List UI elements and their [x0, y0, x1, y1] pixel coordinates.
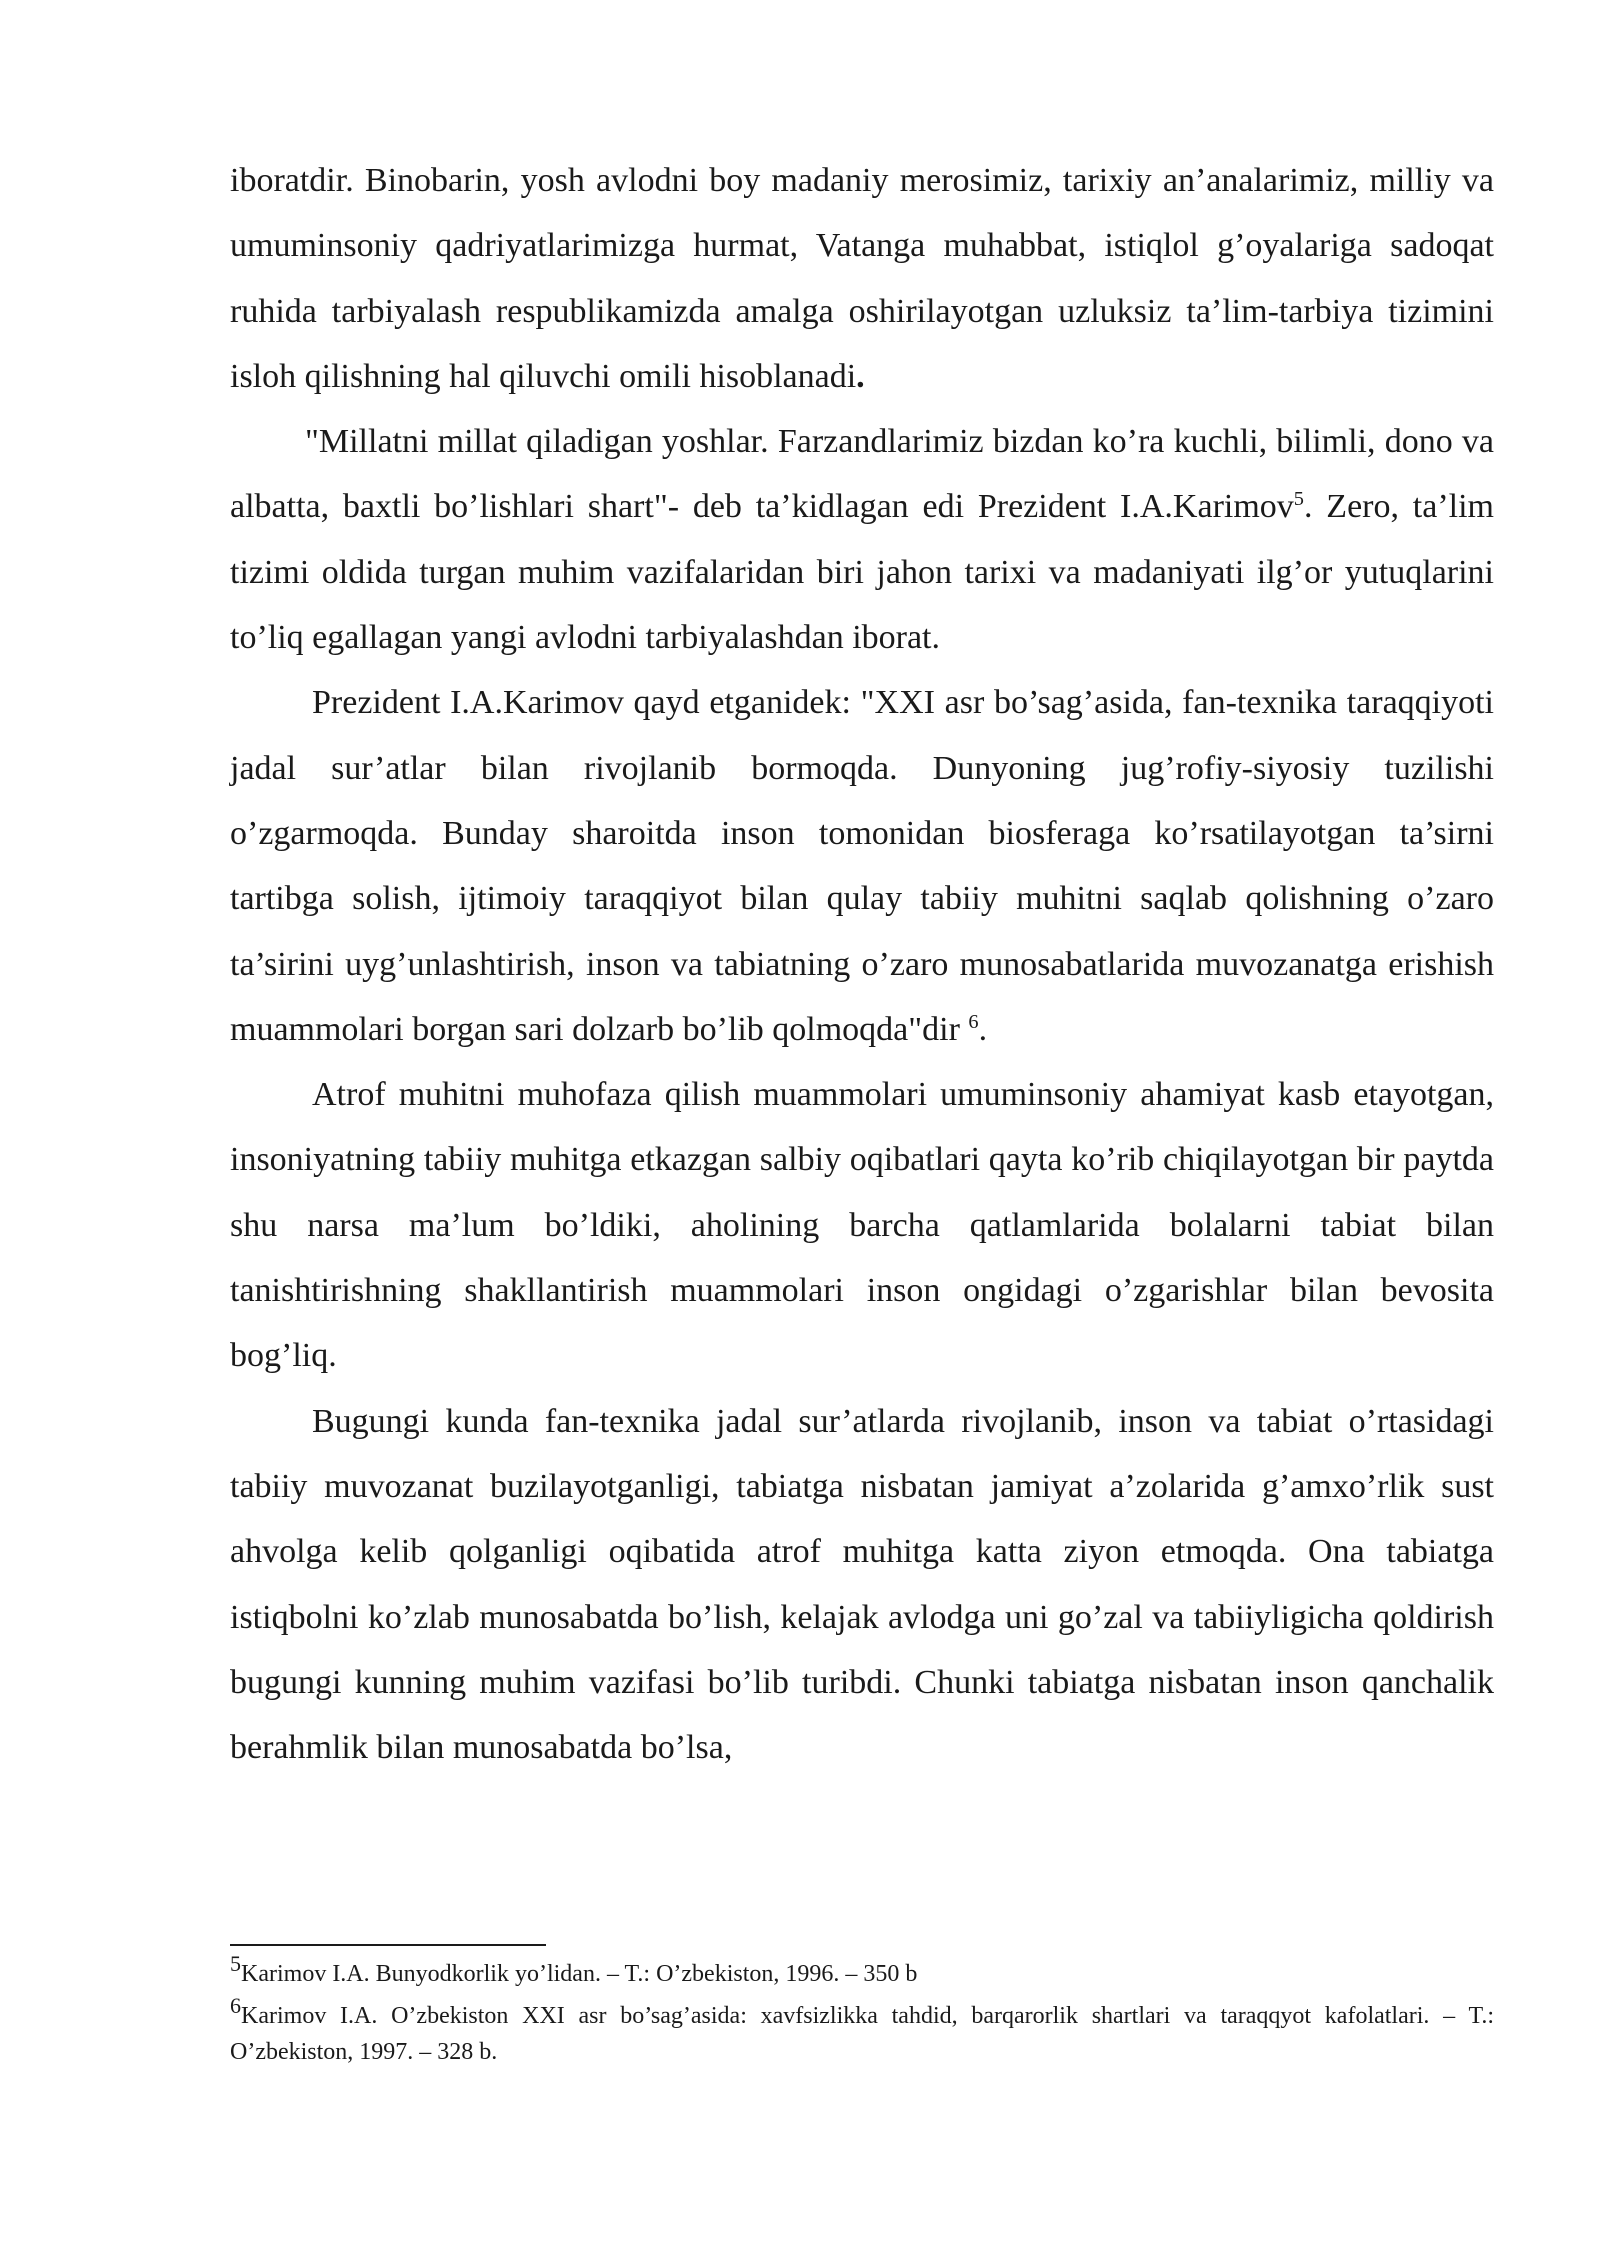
paragraph-5-text: Bugungi kunda fan-texnika jadal sur’atlarda rivojlanib, inson va tabiat o’rtasidagi tabiiy muvozanat buzilayotganligi, tabiatga nisbatan jamiyat a’zolarida g’amxo’rlik sust ahvolga kelib qolganligi oqibatida atrof muhitga katta ziyon etmoqda. Ona tabiatga istiqbolni ko’zlab munosabatda bo’lish, kelajak avlodga uni go’zal va tabiiyligicha qoldirish bugungi kunning muhim vazifasi bo’lib turibdi. Chunki tabiatga nisbatan inson qanchalik berahmlik bilan munosabatda bo’lsa,	[230, 1402, 1494, 1767]
paragraph-1-end: .	[856, 357, 865, 395]
footnote-5	[230, 1951, 1494, 1992]
footnote-5-mark: 5	[230, 1951, 241, 1976]
footnote-ref-6[interactable]: 6	[968, 1010, 979, 1033]
paragraph-3-text: Prezident I.A.Karimov qayd etganidek: "XXI asr bo’sag’asida, fan-texnika taraqqiyoti jadal sur’atlar bilan rivojlanib bormoqda. Dunyoning jug’rofiy-siyosiy tuzilishi o’zgarmoqda. Bunday sharoitda inson tomonidan biosferaga ko’rsatilayotgan ta’sirni tartibga solish, ijtimoiy taraqqiyot bilan qulay tabiiy muhitni saqlab qolishning o’zaro ta’sirini uyg’unlashtirish, inson va tabiatning o’zaro munosabatlarida muvozanatga erishish muammolari borgan sari dolzarb bo’lib qolmoqda"dir	[230, 684, 1494, 1048]
paragraph-5	[230, 1389, 1494, 1781]
page-body	[230, 148, 1494, 1780]
footnote-6-text: Karimov I.A. O’zbekiston XXI asr bo’sag’asida: xavfsizlikka tahdid, barqarorlik shartlari va taraqqyot kafolatlari. – T.: O’zbekiston, 1997. – 328 b.	[230, 2003, 1494, 2065]
footnote-6	[230, 1993, 1494, 2070]
paragraph-4-text: Atrof muhitni muhofaza qilish muammolari umuminsoniy ahamiyat kasb etayotgan, insoniyatning tabiiy muhitga etkazgan salbiy oqibatlari qayta ko’rib chiqilayotgan bir paytda shu narsa ma’lum bo’ldiki, aholining barcha qatlamlarida bolalarni tabiat bilan tanishtirishning shakllantirish muammolari inson ongidagi o’zgarishlar bilan bevosita bog’liq.	[230, 1076, 1494, 1375]
paragraph-3-text-cont: .	[978, 1010, 988, 1048]
paragraph-3	[230, 670, 1494, 1062]
paragraph-1-text: iboratdir. Binobarin, yosh avlodni boy madaniy merosimiz, tarixiy an’analarimiz, milliy va umuminsoniy qadriyatlarimizga hurmat, Vatanga muhabbat, istiqlol g’oyalariga sadoqat ruhida tarbiyalash respublikamizda amalga oshirilayotgan uzluksiz ta’lim-tarbiya tizimini isloh qilishning hal qiluvchi omili hisoblanadi	[230, 162, 1494, 395]
footnote-separator	[230, 1944, 546, 1946]
paragraph-2-text: "Millatni millat qiladigan yoshlar. Farzandlarimiz bizdan ko’ra kuchli, bilimli, dono va albatta, baxtli bo’lishlari shart"- deb ta’kidlagan edi Prezident I.A.Karimov	[230, 423, 1494, 526]
paragraph-1	[230, 148, 1494, 409]
footnotes	[230, 1951, 1494, 2070]
footnote-ref-5[interactable]: 5	[1293, 488, 1304, 511]
footnote-5-text: Karimov I.A. Bunyodkorlik yo’lidan. – T.: O’zbekiston, 1996. – 350 b	[241, 1961, 918, 1987]
paragraph-2	[230, 409, 1494, 670]
paragraph-4	[230, 1062, 1494, 1388]
paragraph-2-text-cont: . Zero, ta’lim tizimi oldida turgan muhim vazifalaridan biri jahon tarixi va madaniyati ilg’or yutuqlarini to’liq egallagan yangi avlodni tarbiyalashdan iborat.	[230, 488, 1494, 657]
footnote-6-mark: 6	[230, 1993, 241, 2018]
